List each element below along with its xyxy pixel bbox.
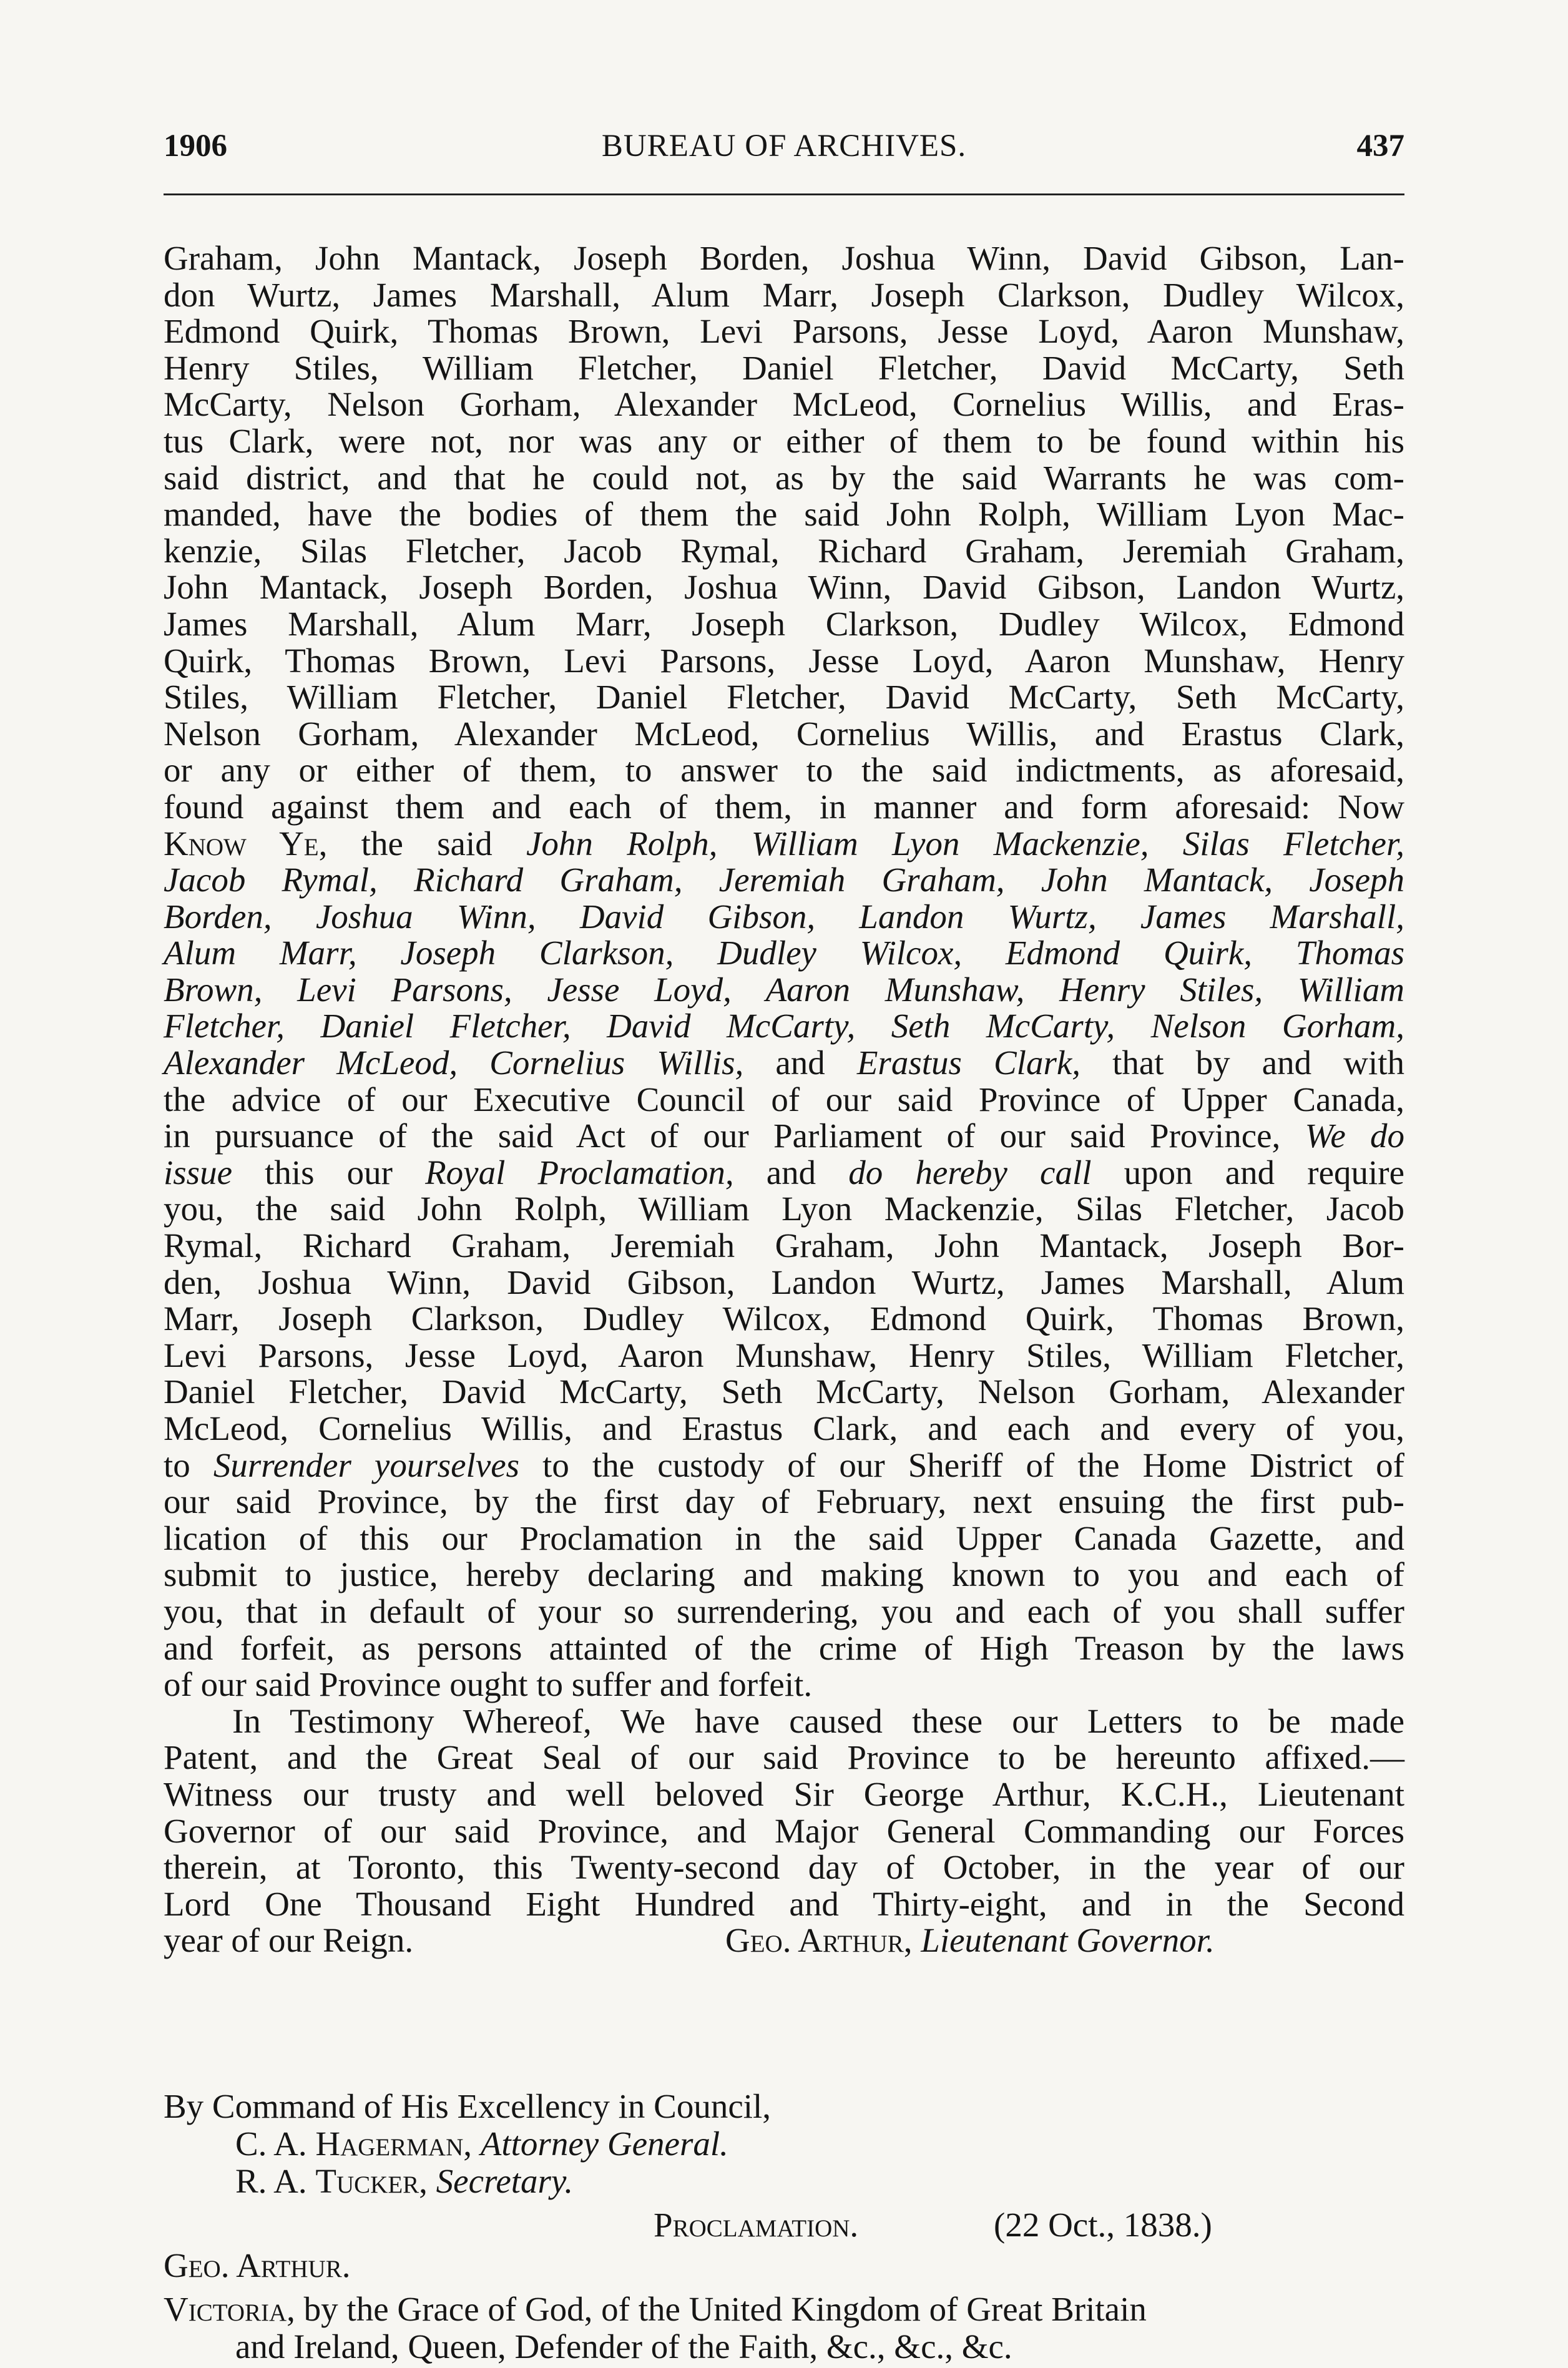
governor-signature: Geo. Arthur, Lieutenant Governor. (725, 1921, 1215, 1960)
text-line: James Marshall, Alum Marr, Joseph Clarkson, Dudley Wilcox, Edmond (164, 604, 1404, 643)
text-line: Quirk, Thomas Brown, Levi Parsons, Jesse Loyd, Aaron Munshaw, Henry (164, 641, 1404, 680)
text-line: found against them and each of them, in manner and form aforesaid: Now (164, 787, 1404, 826)
running-head (164, 128, 1404, 184)
text-line: Marr, Joseph Clarkson, Dudley Wilcox, Edmond Quirk, Thomas Brown, (164, 1299, 1404, 1338)
text-line: McLeod, Cornelius Willis, and Erastus Clark, and each and every of you, (164, 1409, 1404, 1447)
text-line: Borden, Joshua Winn, David Gibson, Landon Wurtz, James Marshall, (164, 897, 1404, 936)
text-line: don Wurtz, James Marshall, Alum Marr, Joseph Clarkson, Dudley Wilcox, (164, 275, 1404, 314)
text-line: and forfeit, as persons attainted of the crime of High Treason by the laws (164, 1628, 1404, 1667)
text-line: you, that in default of your so surrendering, you and each of you shall suffer (164, 1592, 1404, 1630)
text-line: den, Joshua Winn, David Gibson, Landon Wurtz, James Marshall, Alum (164, 1263, 1404, 1301)
text-line: kenzie, Silas Fletcher, Jacob Rymal, Richard Graham, Jeremiah Graham, (164, 531, 1404, 570)
reign-line: year of our Reign. Geo. Arthur, Lieutenant Governor. (164, 1921, 1215, 1960)
text-line: McCarty, Nelson Gorham, Alexander McLeod, Cornelius Willis, and Eras- (164, 385, 1404, 424)
text-line: manded, have the bodies of them the said John Rolph, William Lyon Mac- (164, 495, 1404, 534)
text-line: Graham, John Mantack, Joseph Borden, Joshua Winn, David Gibson, Lan- (164, 239, 1404, 277)
text-line: in pursuance of the said Act of our Parliament of our said Province, We do (164, 1117, 1404, 1155)
victoria-line: Victoria, by the Grace of God, of the United Kingdom of Great Britain (164, 2290, 1147, 2328)
text-line: to Surrender yourselves to the custody of our Sheriff of the Home District of (164, 1446, 1404, 1484)
text-line: therein, at Toronto, this Twenty-second day of October, in the year of our (164, 1848, 1404, 1887)
text-line: lication of this our Proclamation in the said Upper Canada Gazette, and (164, 1519, 1404, 1557)
text-line: the advice of our Executive Council of our said Province of Upper Canada, (164, 1080, 1404, 1118)
text-line: you, the said John Rolph, William Lyon Mackenzie, Silas Fletcher, Jacob (164, 1190, 1404, 1228)
victoria-line-2: and Ireland, Queen, Defender of the Faith, &c., &c., &c. (235, 2327, 1012, 2366)
body-text (164, 240, 1404, 1959)
text-line: Daniel Fletcher, David McCarty, Seth McCarty, Nelson Gorham, Alexander (164, 1372, 1404, 1411)
text-line: Jacob Rymal, Richard Graham, Jeremiah Graham, John Mantack, Joseph (164, 861, 1404, 899)
text-line: said district, and that he could not, as by the said Warrants he was com- (164, 458, 1404, 497)
text-line: Alexander McLeod, Cornelius Willis, and Erastus Clark, that by and with (164, 1044, 1405, 1082)
text-line: Know Ye, the said John Rolph, William Lyon Mackenzie, Silas Fletcher, (164, 824, 1405, 863)
text-line: Rymal, Richard Graham, Jeremiah Graham, John Mantack, Joseph Bor- (164, 1226, 1404, 1265)
hagerman-signature: C. A. Hagerman, Attorney General. (235, 2125, 728, 2163)
geo-arthur-heading: Geo. Arthur. (164, 2246, 351, 2284)
text-line: Alum Marr, Joseph Clarkson, Dudley Wilcox, Edmond Quirk, Thomas (164, 934, 1404, 972)
text-line: Henry Stiles, William Fletcher, Daniel Fletcher, David McCarty, Seth (164, 348, 1404, 387)
text-line: submit to justice, hereby declaring and making known to you and each of (164, 1555, 1404, 1594)
text-line: or any or either of them, to answer to the said indictments, as aforesaid, (164, 751, 1404, 790)
text-line: tus Clark, were not, nor was any or either of them to be found within his (164, 421, 1404, 460)
text-line: Edmond Quirk, Thomas Brown, Levi Parsons, Jesse Loyd, Aaron Munshaw, (164, 312, 1404, 351)
text-line: Patent, and the Great Seal of our said Province to be hereunto affixed.— (164, 1738, 1404, 1777)
text-line: Fletcher, Daniel Fletcher, David McCarty, Seth McCarty, Nelson Gorham, (164, 1007, 1404, 1045)
text-line: our said Province, by the first day of February, next ensuing the first pub- (164, 1482, 1404, 1521)
text-line: Governor of our said Province, and Major General Commanding our Forces (164, 1811, 1404, 1850)
header-title: BUREAU OF ARCHIVES. (601, 129, 967, 164)
text-line: Brown, Levi Parsons, Jesse Loyd, Aaron Munshaw, Henry Stiles, William (164, 970, 1404, 1009)
text-line: issue this our Royal Proclamation, and do hereby call upon and require (164, 1153, 1404, 1191)
page-number: 437 (1356, 129, 1404, 164)
text-line: Nelson Gorham, Alexander McLeod, Cornelius Willis, and Erastus Clark, (164, 714, 1404, 753)
text-line: John Mantack, Joseph Borden, Joshua Winn, David Gibson, Landon Wurtz, (164, 568, 1404, 607)
text-line: of our said Province ought to suffer and forfeit. (164, 1665, 813, 1704)
text-line: In Testimony Whereof, We have caused these our Letters to be made (232, 1701, 1404, 1740)
by-command: By Command of His Excellency in Council, (164, 2087, 772, 2125)
text-line: Witness our trusty and well beloved Sir George Arthur, K.C.H., Lieutenant (164, 1774, 1404, 1813)
header-year: 1906 (164, 129, 227, 164)
proclamation-heading: Proclamation. (654, 2206, 859, 2244)
header-rule (164, 193, 1404, 195)
know-ye: Know Ye (164, 824, 319, 863)
text-line: Stiles, William Fletcher, Daniel Fletcher, David McCarty, Seth McCarty, (164, 678, 1404, 717)
text-line: Lord One Thousand Eight Hundred and Thirty-eight, and in the Second (164, 1884, 1404, 1923)
tucker-signature: R. A. Tucker, Secretary. (235, 2162, 574, 2200)
proclamation-date: (22 Oct., 1838.) (994, 2206, 1212, 2244)
text-line: Levi Parsons, Jesse Loyd, Aaron Munshaw, Henry Stiles, William Fletcher, (164, 1336, 1404, 1374)
